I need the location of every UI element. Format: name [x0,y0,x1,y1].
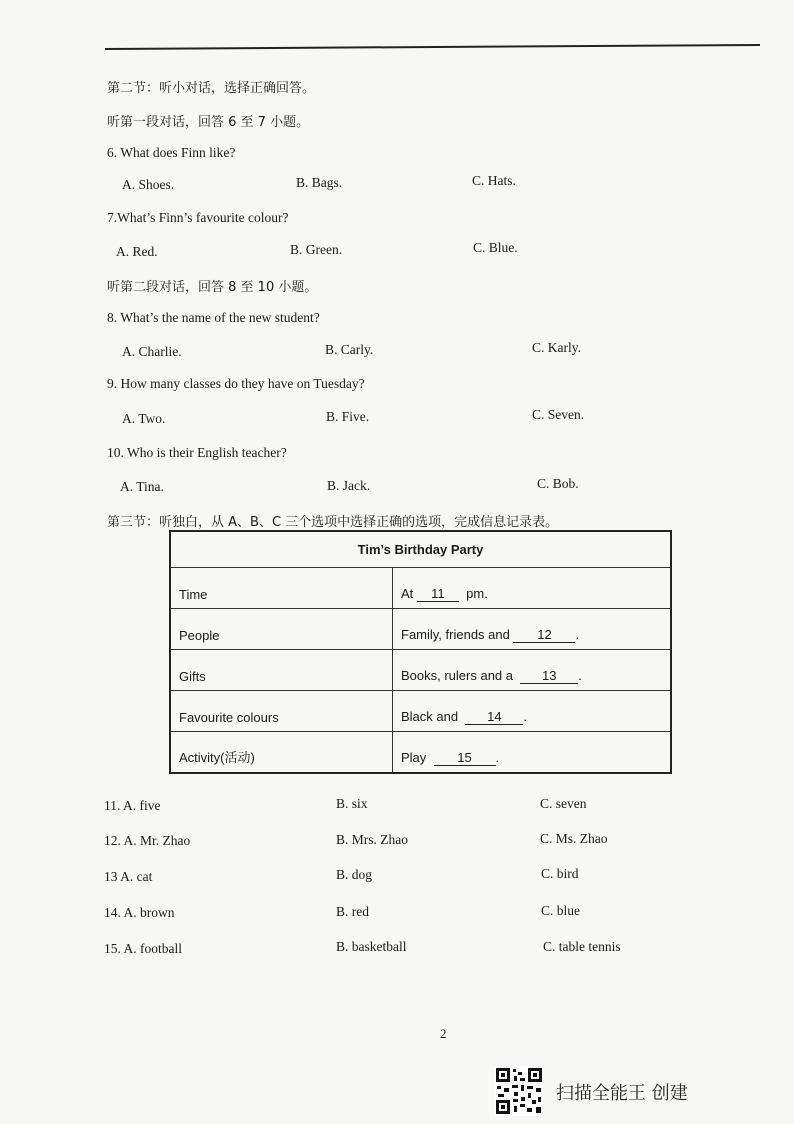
q12-option-a: 12. A. Mr. Zhao [104,833,191,848]
q8-option-b: B. Carly. [325,342,374,357]
table-title: Tim’s Birthday Party [170,531,671,568]
question-10: 10. Who is their English teacher? [107,445,287,460]
blank-11: 11 [417,586,459,602]
q9-option-b: B. Five. [326,409,370,424]
row-value-text: At [401,586,414,601]
row-label-gifts: Gifts [170,650,393,691]
q6-option-a: A. Shoes. [122,177,175,192]
blank-15: 15 [434,750,496,766]
q15-option-a: 15. A. football [104,941,182,956]
row-value-text: Books, rulers and a [401,668,514,683]
table-row [170,650,671,691]
table-row [170,691,671,732]
q13-option-b: B. dog [336,867,373,882]
section3-heading: 第三节：听独白，从 A、B、C 三个选项中选择正确的选项，完成信息记录表。 [107,515,559,530]
q10-option-b: B. Jack. [327,478,371,493]
q8-option-a: A. Charlie. [122,344,182,359]
row-value-suffix: . [495,750,500,765]
row-value-suffix: pm. [466,586,488,601]
q6-option-b: B. Bags. [296,175,343,190]
row-value-text: Family, friends and [401,627,510,642]
row-value-activity [393,732,672,774]
scanner-brand-text: 扫描全能王 创建 [556,1083,688,1104]
q14-option-b: B. red [336,904,369,919]
page-number: 2 [440,1026,447,1041]
q7-option-b: B. Green. [290,242,343,257]
q9-option-a: A. Two. [122,411,166,426]
q7-option-a: A. Red. [116,244,158,259]
birthday-record-table [169,530,672,774]
row-label-colours: Favourite colours [170,691,393,732]
q6-option-c: C. Hats. [472,173,516,188]
question-6: 6. What does Finn like? [107,145,236,160]
question-8: 8. What’s the name of the new student? [107,310,320,325]
row-value-gifts [393,650,672,691]
q7-option-c: C. Blue. [473,240,518,255]
section2-heading: 第二节：听小对话，选择正确回答。 [107,81,316,96]
q11-option-c: C. seven [540,796,587,811]
row-value-time [393,568,672,609]
row-value-people [393,609,672,650]
question-9: 9. How many classes do they have on Tuesday? [107,376,365,391]
q13-option-c: C. bird [541,866,579,881]
dialog2-intro: 听第二段对话，回答 8 至 10 小题。 [107,280,318,295]
row-value-suffix: . [578,668,582,683]
question-7: 7.What’s Finn’s favourite colour? [107,210,289,225]
row-value-text: Black and [401,709,459,724]
q11-option-b: B. six [336,796,368,811]
row-label-time: Time [170,568,393,609]
q12-option-c: C. Ms. Zhao [540,831,608,846]
q11-option-a: 11. A. five [104,798,161,813]
row-label-people: People [170,609,393,650]
row-value-colours [393,691,672,732]
q14-option-c: C. blue [541,903,580,918]
row-label-activity: Activity(活动) [170,732,393,774]
table-row [170,609,671,650]
q9-option-c: C. Seven. [532,407,585,422]
q10-option-a: A. Tina. [120,479,164,494]
q15-option-b: B. basketball [336,939,407,954]
top-rule [105,44,760,50]
qr-code-icon [494,1066,544,1116]
blank-14: 14 [465,709,523,725]
table-row [170,732,671,774]
q10-option-c: C. Bob. [537,476,579,491]
blank-13: 13 [520,668,578,684]
q14-option-a: 14. A. brown [104,905,175,920]
row-value-text: Play [401,750,427,765]
q15-option-c: C. table tennis [543,939,621,954]
q8-option-c: C. Karly. [532,340,581,355]
q12-option-b: B. Mrs. Zhao [336,832,408,847]
row-value-suffix: . [523,709,527,724]
row-value-suffix: . [575,627,580,642]
q13-option-a: 13 A. cat [104,869,153,884]
blank-12: 12 [513,627,575,643]
table-row [170,568,671,609]
dialog1-intro: 听第一段对话，回答 6 至 7 小题。 [107,115,310,130]
